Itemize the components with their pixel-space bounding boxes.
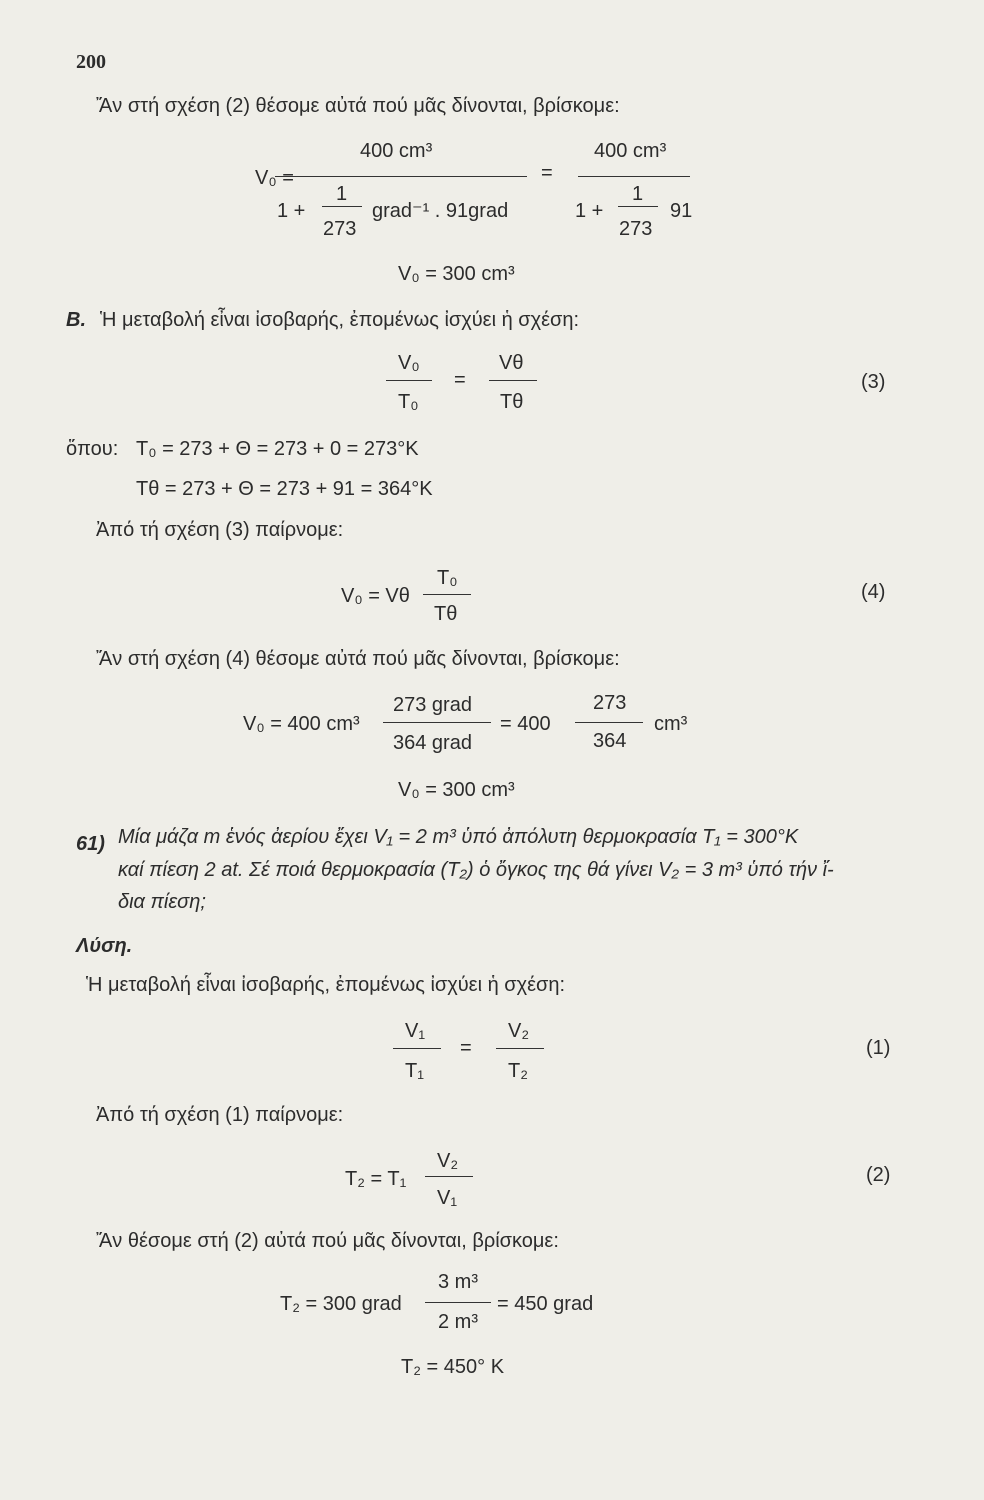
eq3-label: (3) xyxy=(861,371,886,393)
problem-line-3: δια πίεση; xyxy=(118,891,206,913)
eq1-bar-left xyxy=(393,1048,441,1049)
eq-b-bar2 xyxy=(575,722,643,723)
eq-t2-lhs: T₂ = 300 grad xyxy=(280,1293,402,1315)
eq-den2-prefix: 1 + xyxy=(575,200,604,222)
intro-line-3: Ἄν θέσομε στή (2) αὐτά πού μᾶς δίνονται, βρίσκομε: xyxy=(96,1230,559,1252)
eq-den2-frac-den: 273 xyxy=(619,218,653,240)
problem-line-1: Μία μάζα m ἑνός ἀερίου ἔχει V₁ = 2 m³ ὑπό ἀπόλυτη θερμοκρασία T₁ = 300°K xyxy=(118,826,799,848)
eq-den-suffix: grad⁻¹ . 91grad xyxy=(372,200,509,222)
eq-b-num2: 273 xyxy=(593,692,627,714)
eq-t2-num: 3 m³ xyxy=(438,1271,478,1293)
eq-den2-suffix: 91 xyxy=(670,200,693,222)
eq2-num: V₂ xyxy=(437,1150,459,1172)
where-label: ὅπου: xyxy=(66,438,119,460)
eq3-num-right: Vθ xyxy=(499,352,524,374)
problem-line-2: καί πίεση 2 at. Σέ ποιά θερμοκρασία (T₂) ὁ ὄγκος της θά γίνει V₂ = 3 m³ ὑπό τήν ἴ- xyxy=(118,859,834,881)
eq-lhs: V₀ = xyxy=(255,167,294,189)
result-t2: T₂ = 450° K xyxy=(401,1356,505,1378)
eq1-den-left: T₁ xyxy=(405,1060,424,1082)
eq1-num-left: V₁ xyxy=(405,1020,426,1042)
eq-b-lhs: V₀ = 400 cm³ xyxy=(243,713,360,735)
eq4-bar xyxy=(423,594,471,595)
eq-b-bar1 xyxy=(383,722,491,723)
eq-t2-rhs: = 450 grad xyxy=(497,1293,594,1315)
inner-fraction-bar xyxy=(322,206,362,207)
eq-numerator-2: 400 cm³ xyxy=(594,140,667,162)
result-v0-second: V₀ = 300 cm³ xyxy=(398,779,515,801)
section-b-text: Ἡ μεταβολή εἶναι ἰσοβαρής, ἐπομένως ἰσχύει ἡ σχέση: xyxy=(100,309,580,331)
eq-sign: = xyxy=(541,162,553,184)
t0-line: T₀ = 273 + Θ = 273 + 0 = 273°K xyxy=(136,438,419,460)
eq2-den: V₁ xyxy=(437,1187,458,1209)
page-number: 200 xyxy=(76,51,106,73)
from-relation-3: Ἀπό τή σχέση (3) παίρνομε: xyxy=(96,519,344,541)
eq4-label: (4) xyxy=(861,581,886,603)
solution-label: Λύση. xyxy=(76,935,133,957)
eq-den-frac-num: 1 xyxy=(336,183,348,205)
eq2-bar xyxy=(425,1176,473,1177)
eq-b-den2: 364 xyxy=(593,730,627,752)
intro-line: Ἄν στή σχέση (2) θέσομε αὐτά πού μᾶς δίνονται, βρίσκομε: xyxy=(96,95,620,117)
eq-numerator: 400 cm³ xyxy=(360,140,433,162)
eq-den2-frac-num: 1 xyxy=(632,183,644,205)
eq4-lhs: V₀ = Vθ xyxy=(341,585,410,607)
eq1-sign: = xyxy=(460,1037,472,1059)
eq3-den-right: Tθ xyxy=(500,391,524,413)
eq3-num-left: V₀ xyxy=(398,352,420,374)
eq1-bar-right xyxy=(496,1048,544,1049)
eq1-den-right: T₂ xyxy=(508,1060,528,1082)
eq4-num: T₀ xyxy=(437,567,458,589)
eq3-bar-left xyxy=(386,380,432,381)
eq-b-num1: 273 grad xyxy=(393,694,472,716)
eq3-den-left: T₀ xyxy=(398,391,419,413)
eq1-label: (1) xyxy=(866,1037,891,1059)
intro-line-2: Ἄν στή σχέση (4) θέσομε αὐτά πού μᾶς δίνονται, βρίσκομε: xyxy=(96,648,620,670)
problem-number: 61) xyxy=(76,833,105,855)
fraction-bar xyxy=(275,176,527,177)
eq-b-mid: = 400 xyxy=(500,713,551,735)
eq-b-den1: 364 grad xyxy=(393,732,472,754)
eq-t2-bar xyxy=(425,1302,491,1303)
eq-t2-den: 2 m³ xyxy=(438,1311,478,1333)
from-relation-1: Ἀπό τή σχέση (1) παίρνομε: xyxy=(96,1104,344,1126)
section-b-label: Β. xyxy=(66,309,86,331)
inner-fraction-bar-2 xyxy=(618,206,658,207)
result-v0-first: V₀ = 300 cm³ xyxy=(398,263,515,285)
eq3-sign: = xyxy=(454,369,466,391)
fraction-bar-2 xyxy=(578,176,690,177)
eq2-label: (2) xyxy=(866,1164,891,1186)
eq-den-prefix: 1 + xyxy=(277,200,306,222)
ttheta-line: Tθ = 273 + Θ = 273 + 91 = 364°K xyxy=(136,478,433,500)
eq3-bar-right xyxy=(489,380,537,381)
eq-den-frac-den: 273 xyxy=(323,218,357,240)
eq4-den: Tθ xyxy=(434,603,458,625)
eq2-lhs: T₂ = T₁ xyxy=(345,1168,407,1190)
eq-b-unit: cm³ xyxy=(654,713,688,735)
isobaric-text: Ἡ μεταβολή εἶναι ἰσοβαρής, ἐπομένως ἰσχύει ἡ σχέση: xyxy=(86,974,566,996)
eq1-num-right: V₂ xyxy=(508,1020,530,1042)
